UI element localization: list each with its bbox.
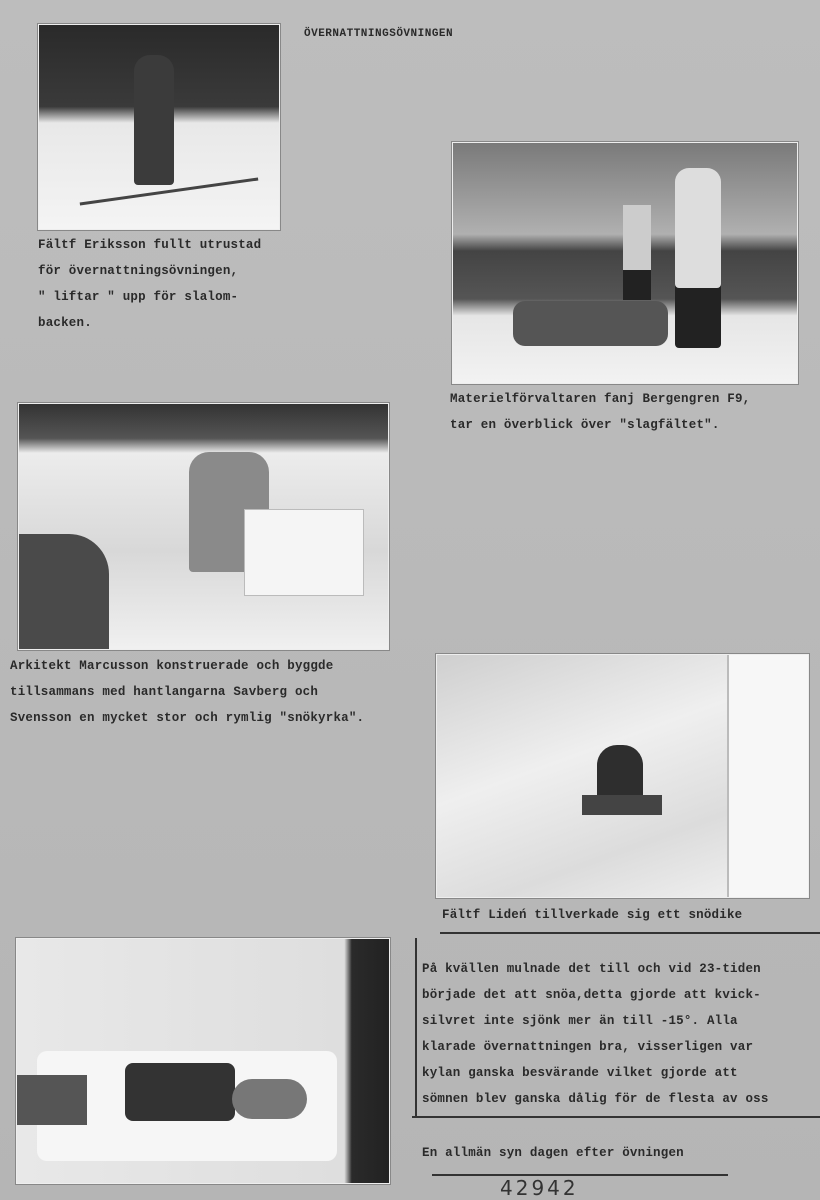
note-line: kylan ganska besvärande vilket gjorde att (422, 1066, 738, 1080)
caption-line: backen. (38, 316, 92, 330)
note-border-bottom (412, 1116, 820, 1118)
photo-snow-church (18, 403, 389, 650)
caption-line: " liftar " upp för slalom- (38, 290, 239, 304)
caption-line: Arkitekt Marcusson konstruerade och byggde (10, 659, 334, 673)
note-line: På kvällen mulnade det till och vid 23-tiden (422, 962, 761, 976)
note-line: började det att snöa,detta gjorde att kvick- (422, 988, 761, 1002)
note-line: sömnen blev ganska dålig för de flesta av oss (422, 1092, 769, 1106)
caption-line: Fältf Eriksson fullt utrustad (38, 238, 262, 252)
caption-line: Fältf Lideń tillverkade sig ett snödike (442, 908, 743, 922)
photo-overview (452, 142, 798, 384)
photo-sleeping (16, 938, 390, 1184)
caption-photo1 (38, 232, 261, 336)
caption-line: för övernattningsövningen, (38, 264, 239, 278)
caption-line: En allmän syn dagen efter övningen (422, 1146, 684, 1160)
caption-line: tillsammans med hantlangarna Savberg och (10, 685, 319, 699)
note-line: silvret inte sjönk mer än till -15°. Alla (422, 1014, 738, 1028)
note-text (422, 956, 769, 1112)
caption-line: tar en överblick över "slagfältet". (450, 418, 720, 432)
caption-photo5 (422, 1140, 684, 1166)
caption-line: Materielförvaltaren fanj Bergengren F9, (450, 392, 751, 406)
photo-snow-trench (436, 654, 809, 898)
caption-photo4 (442, 902, 742, 928)
caption-line: Svensson en mycket stor och rymlig "snökyrka". (10, 711, 365, 725)
divider (440, 932, 820, 934)
caption-photo2 (450, 386, 750, 438)
photo-skier (38, 24, 280, 230)
note-border-left (415, 938, 417, 1118)
caption-photo3 (10, 653, 364, 731)
note-line: klarade övernattningen bra, visserligen var (422, 1040, 754, 1054)
divider (432, 1174, 728, 1176)
page-title: ÖVERNATTNINGSÖVNINGEN (304, 28, 454, 40)
archive-number: 42942 (500, 1176, 579, 1200)
